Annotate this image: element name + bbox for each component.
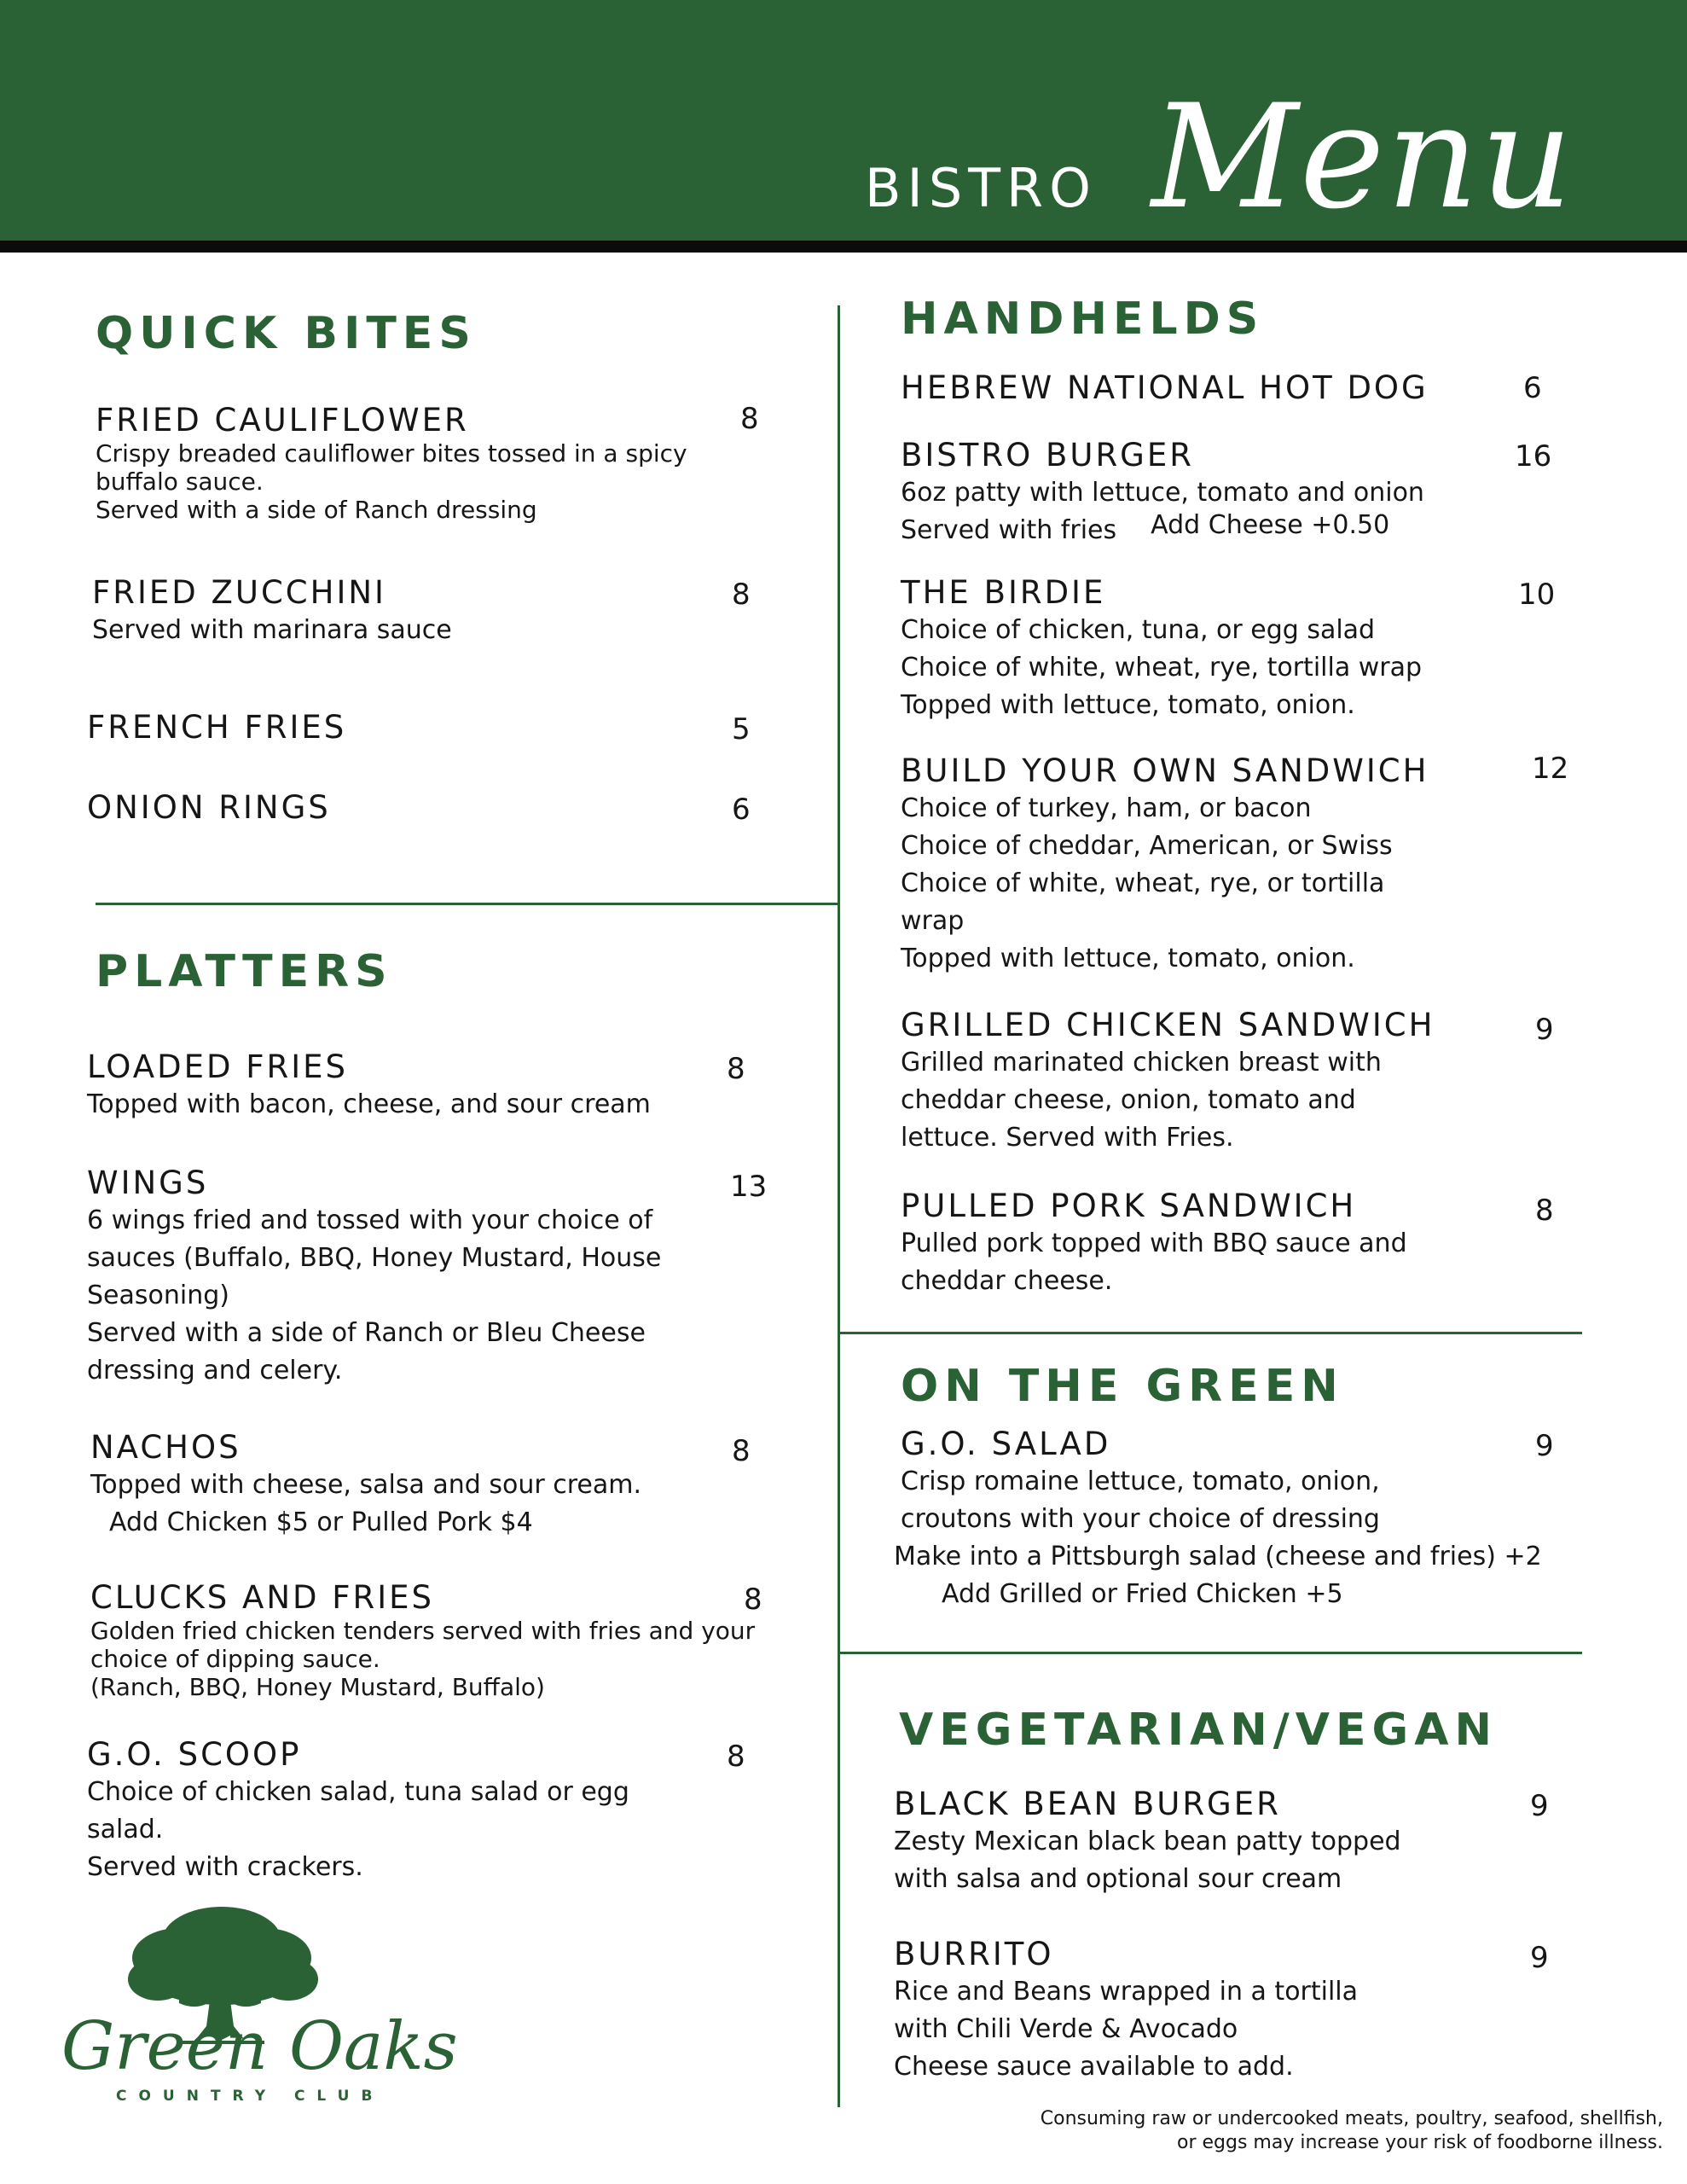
foodborne-illness-disclaimer: Consuming raw or undercooked meats, poultry, seafood, shellfish, or eggs may increase your risk of foodborne illness. (1040, 2108, 1663, 2153)
item-description: Crispy breaded cauliflower bites tossed in a spicy buffalo sauce. Served with a side of Ranch dressing (96, 439, 687, 524)
item-description-line (901, 509, 1549, 549)
section-divider-handhelds (840, 1332, 1582, 1334)
item-description: Choice of chicken, tuna, or egg salad Choice of white, wheat, rye, tortilla wrap Topped with lettuce, tomato, onion. (901, 614, 1423, 720)
item-description: Topped with cheese, salsa and sour cream. (90, 1469, 641, 1500)
item-price: 8 (732, 578, 751, 612)
section-title-vegetarian-vegan: VEGETARIAN/VEGAN (899, 1705, 1499, 1756)
item-name: NACHOS (90, 1429, 241, 1466)
item-name: FRIED CAULIFLOWER (96, 402, 469, 439)
item-name: G.O. SCOOP (87, 1736, 302, 1773)
item-price: 9 (1535, 1429, 1554, 1463)
menu-item-hot-dog (901, 370, 1515, 407)
item-price: 9 (1530, 1789, 1549, 1823)
item-name: PULLED PORK SANDWICH (901, 1188, 1357, 1224)
item-price: 13 (730, 1170, 768, 1204)
section-divider-quick-bites (96, 903, 838, 905)
item-description: 6 wings fried and tossed with your choice of sauces (Buffalo, BBQ, Honey Mustard, House Seasoning) Served with a side of Ranch or Bleu Cheese dressing and celery. (87, 1205, 662, 1385)
item-price: 6 (732, 793, 751, 827)
menu-item-fried-zucchini (92, 575, 740, 649)
menu-item-go-salad (894, 1426, 1602, 1613)
item-price: 10 (1518, 578, 1556, 612)
item-description: 6oz patty with lettuce, tomato and onion (901, 477, 1424, 508)
section-title-platters: PLATTERS (96, 946, 393, 997)
item-name: G.O. SALAD (901, 1426, 1111, 1462)
item-price: 9 (1535, 1013, 1554, 1047)
menu-item-loaded-fries (87, 1049, 735, 1124)
menu-item-grilled-chicken-sandwich (901, 1008, 1549, 1157)
item-price: 8 (732, 1434, 751, 1468)
item-price: 6 (1523, 371, 1542, 405)
item-name: CLUCKS AND FRIES (90, 1579, 435, 1616)
item-description: Choice of chicken salad, tuna salad or egg salad. Served with crackers. (87, 1776, 629, 1882)
item-name: BUILD YOUR OWN SANDWICH (901, 752, 1429, 789)
item-price: 16 (1515, 439, 1552, 473)
menu-item-the-birdie (901, 575, 1549, 724)
header-divider (0, 241, 1687, 253)
item-description: Rice and Beans wrapped in a tortilla with Chili Verde & Avocado Cheese sauce available to add. (894, 1976, 1359, 2082)
item-price: 8 (1535, 1194, 1554, 1228)
item-price: 8 (727, 1052, 745, 1086)
section-title-handhelds: HANDHELDS (901, 293, 1265, 345)
item-description: Choice of turkey, ham, or bacon Choice of cheddar, American, or Swiss Choice of white, wheat, rye, or tortilla wrap Topped with lettuce, tomato, onion. (901, 793, 1393, 973)
item-price: 8 (727, 1740, 745, 1774)
item-add-on-note: Add Chicken $5 or Pulled Pork $4 (109, 1507, 533, 1537)
section-divider-on-the-green (840, 1652, 1582, 1654)
menu-item-clucks-and-fries (90, 1580, 756, 1701)
menu-item-fried-cauliflower (96, 403, 744, 524)
item-name: BURRITO (894, 1936, 1054, 1972)
menu-item-burrito (894, 1937, 1542, 2086)
column-divider (838, 305, 840, 2107)
item-description: Topped with bacon, cheese, and sour cream (87, 1089, 651, 1119)
item-description: Served with marinara sauce (92, 614, 452, 645)
menu-item-pulled-pork-sandwich (901, 1188, 1549, 1300)
item-name: ONION RINGS (87, 789, 331, 826)
menu-item-go-scoop (87, 1737, 735, 1886)
item-upgrade-note: Make into a Pittsburgh salad (cheese and fries) +2 (894, 1541, 1542, 1571)
menu-item-black-bean-burger (894, 1786, 1542, 1898)
item-name: FRENCH FRIES (87, 709, 347, 746)
menu-item-onion-rings (87, 790, 735, 827)
item-name: WINGS (87, 1165, 209, 1201)
item-name: THE BIRDIE (901, 574, 1106, 611)
item-name: GRILLED CHICKEN SANDWICH (901, 1007, 1435, 1043)
logo-subtitle: COUNTRY CLUB (116, 2088, 385, 2105)
item-name: FRIED ZUCCHINI (92, 574, 386, 611)
item-description: Zesty Mexican black bean patty topped with salsa and optional sour cream (894, 1826, 1401, 1894)
logo-name: Green Oaks (61, 2008, 458, 2085)
item-name: LOADED FRIES (87, 1048, 348, 1085)
menu-item-bistro-burger (901, 437, 1552, 549)
menu-item-wings (87, 1165, 735, 1390)
header-menu-title: Menu (1151, 73, 1574, 241)
menu-item-build-your-own-sandwich (901, 753, 1515, 978)
item-name: BLACK BEAN BURGER (894, 1786, 1281, 1822)
item-side: Served with fries (901, 514, 1117, 545)
item-price: 12 (1532, 752, 1569, 786)
item-price: 8 (744, 1583, 762, 1617)
item-price: 5 (732, 712, 751, 746)
item-price: 8 (740, 402, 759, 436)
item-description: Golden fried chicken tenders served with fries and your choice of dipping sauce. (Ranch, BBQ, Honey Mustard, Buffalo) (90, 1616, 756, 1701)
header-bistro: BISTRO (865, 157, 1097, 219)
item-add-on-note: Add Cheese +0.50 (1151, 509, 1390, 540)
item-name: HEBREW NATIONAL HOT DOG (901, 369, 1429, 406)
item-price: 9 (1530, 1941, 1549, 1975)
item-description: Pulled pork topped with BBQ sauce and cheddar cheese. (901, 1228, 1407, 1296)
item-name: BISTRO BURGER (901, 437, 1194, 473)
item-description: Crisp romaine lettuce, tomato, onion, croutons with your choice of dressing (901, 1466, 1380, 1534)
section-title-quick-bites: QUICK BITES (96, 308, 477, 359)
item-add-on-note: Add Grilled or Fried Chicken +5 (942, 1578, 1343, 1609)
menu-item-french-fries (87, 710, 735, 746)
item-description: Grilled marinated chicken breast with cheddar cheese, onion, tomato and lettuce. Served with Fries. (901, 1047, 1382, 1153)
menu-item-nachos (90, 1430, 739, 1542)
section-title-on-the-green: ON THE GREEN (901, 1361, 1344, 1412)
